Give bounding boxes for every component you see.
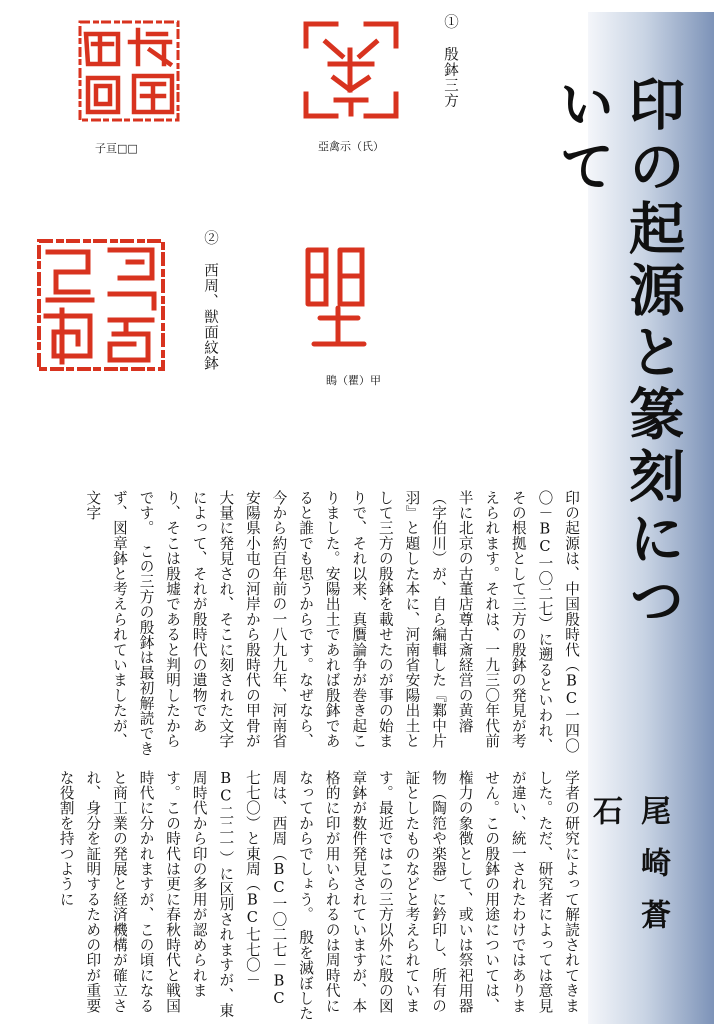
author-name: 尾崎蒼石 [587, 795, 670, 951]
seal-image-yaqin [300, 20, 402, 120]
seal-label-2: 亞禽示（氏） [318, 140, 384, 153]
seal-label-1: 子亘□□ [95, 142, 138, 155]
seal-image-qujia [300, 242, 374, 350]
figure-2-caption: ② 西周、獣面紋鉢 [202, 230, 218, 371]
seal-image-beast-face [36, 238, 166, 372]
body-text-lower: 学者の研究によって解読されてきました。ただ、研究者によっては意見が違い、統一されたわけではありません。この殷鉢の用途については、権力の象徴として、或いは祭祀用器物（陶笵や楽器）に鈐印し、所有の証としたものなどと考えられています。最近ではこの三方以外に殷の図章鉢が数件発見されていますが、本格的に印が用いられるのは周時代になってからでしょう。 殷を滅ぼした周は、西周（BC一〇二七－BC七七〇）と東周（BC七七〇－BC二二一）に区別されますが、東周時代から印の多用が認められます。この時代は更に春秋時代と戦国時代に分かれますが、この頃になると商工業の発展と経済機構が確立され、身分を証明するための印が重要な役割を持つように [57, 770, 580, 1022]
body-text-upper: 印の起源は、中国殷時代（BC一四〇〇－BC一〇二七）に遡るといわれ、その根拠として三方の殷鉢の発見が考えられます。それは、一九三〇年代前半に北京の古董店尊古斎経営の黄濬（字伯川）が、自ら編輯した『鄴中片羽』と題した本に、河南省安陽出土として三方の殷鉢を載せたのが事の始まりで、それ以来、真贋論争が巻き起こりました。安陽出土であれば殷鉢であると誰でも思うからです。なぜなら、今から約百年前の一八九九年、河南省安陽県小屯の河岸から殷時代の甲骨が大量に発見され、そこに刻された文字によって、それが殷時代の遺物であり、そこは殷墟であると判明したからです。 この三方の殷鉢は最初解読できず、図章鉢と考えられていましたが、文字 [84, 490, 580, 757]
figure-1-caption: ① 殷鉢三方 [442, 14, 458, 109]
seal-image-zixuan [78, 20, 180, 122]
page-title: 印の起源と篆刻について [550, 75, 686, 633]
seal-label-3: 瞗（瞿）甲 [326, 374, 381, 387]
